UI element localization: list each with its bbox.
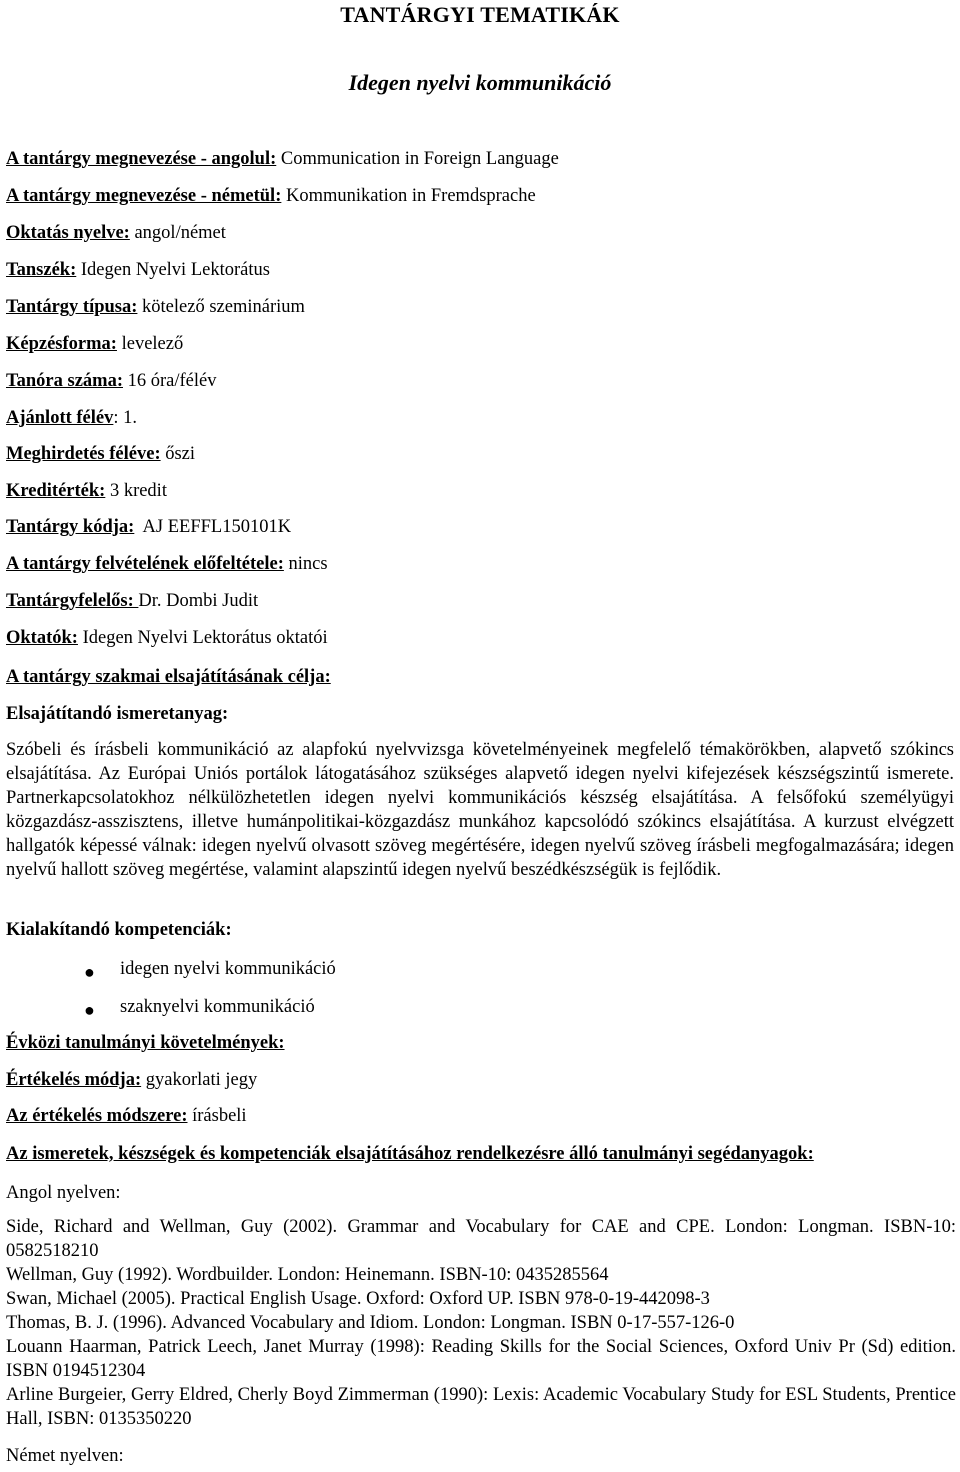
grading-method — [6, 1106, 247, 1127]
page-subtitle: Idegen nyelvi kommunikáció — [348, 70, 612, 95]
field-value: nincs — [283, 554, 328, 574]
reference-item: Thomas, B. J. (1996). Advanced Vocabulary and Idiom. London: Longman. ISBN 0-17-557-126-0 — [6, 1313, 735, 1333]
field-label: Kreditérték: — [6, 481, 106, 501]
field-label: A tantárgy szakmai elsajátításának célja: — [6, 667, 331, 687]
reference-item: Wellman, Guy (1992). Wordbuilder. London: Heinemann. ISBN-10: 0435285564 — [6, 1265, 609, 1285]
english-heading: Angol nyelven: — [6, 1183, 121, 1203]
field-value: írásbeli — [187, 1106, 247, 1126]
field-label: A tantárgy felvételének előfeltétele: — [6, 554, 284, 574]
field-announcement-semester — [6, 444, 195, 465]
field-value: 3 kredit — [105, 481, 167, 501]
field-label: Oktatás nyelve: — [6, 223, 130, 243]
field-label: Meghirdetés féléve: — [6, 444, 161, 464]
reference-item: Swan, Michael (2005). Practical English Usage. Oxford: Oxford UP. ISBN 978-0-19-442098-3 — [6, 1289, 710, 1309]
field-credits — [6, 481, 167, 502]
field-instructors — [6, 628, 328, 649]
reference-item: Arline Burgeier, Gerry Eldred, Cherly Boyd Zimmerman (1990): Lexis: Academic Vocabulary Study for ESL Students, Prentice Hall, ISBN: 0135350220 — [6, 1385, 956, 1429]
field-value: angol/német — [129, 223, 226, 243]
field-course-code — [6, 517, 291, 538]
reference-list — [6, 1215, 956, 1431]
field-label: Tantárgy típusa: — [6, 297, 138, 317]
field-value: kötelező szeminárium — [137, 297, 305, 317]
study-materials-heading — [6, 1144, 814, 1165]
field-value: Communication in Foreign Language — [276, 149, 559, 169]
field-department — [6, 260, 270, 281]
field-value: Idegen Nyelvi Lektorátus oktatói — [77, 628, 328, 648]
field-label: Tantárgy kódja: — [6, 517, 135, 537]
knowledge-paragraph: Szóbeli és írásbeli kommunikáció az alapfokú nyelvvizsga követelményeinek megfelelő témakörökben, alapvető szókincs elsajátítása. Az Európai Uniós portálok látogatásához szükséges alapvető idegen nyelvi kifejezések készségszintű ismerete. Partnerkapcsolatokhoz nélkülözhetetlen idegen nyelvi kommunikációs készség elsajátítása. A felsőfokú személyügyi közgazdász-asszisztens, illetve humánpolitikai-közgazdász munkához kapcsolódó szókincs elsajátítása. A kurzust elvégzett hallgatók képessé válnak: idegen nyelvű olvasott szöveg megértésére, idegen nyelvű szöveg írásbeli megfogalmazására; idegen nyelvű hallott szöveg megértése, valamint alapszintű idegen nyelvű beszédkészségük is fejlődik. — [6, 740, 954, 880]
field-value: őszi — [160, 444, 196, 464]
knowledge-heading: Elsajátítandó ismeretanyag: — [6, 704, 229, 724]
reference-item: Louann Haarman, Patrick Leech, Janet Murray (1998): Reading Skills for the Social Sciences, Oxford Univ Pr (Sd) edition. ISBN 0194512304 — [6, 1337, 956, 1381]
reference-item: Side, Richard and Wellman, Guy (2002). Grammar and Vocabulary for CAE and CPE. London: Longman. ISBN-10: 0582518210 — [6, 1217, 956, 1261]
field-value: gyakorlati jegy — [141, 1070, 258, 1090]
bullet-icon: ● — [84, 962, 95, 982]
field-value: 16 óra/félév — [123, 371, 217, 391]
competences-list — [0, 956, 336, 1032]
field-value: Idegen Nyelvi Lektorátus — [76, 260, 270, 280]
field-label: A tantárgy megnevezése - németül: — [6, 186, 282, 206]
page-title: TANTÁRGYI TEMATIKÁK — [340, 2, 620, 27]
list-item — [0, 956, 336, 994]
list-item — [0, 994, 336, 1032]
field-prerequisite — [6, 554, 328, 575]
field-training-form — [6, 334, 183, 355]
field-course-type — [6, 297, 305, 318]
field-course-goal — [6, 667, 331, 688]
field-recommended-semester — [6, 408, 137, 429]
midterm-requirements — [6, 1033, 285, 1054]
field-name-german — [6, 186, 536, 207]
list-item-text: szaknyelvi kommunikáció — [120, 997, 315, 1017]
field-name-english — [6, 149, 559, 170]
field-label: Tanszék: — [6, 260, 77, 280]
german-heading: Német nyelven: — [6, 1446, 124, 1466]
field-value: AJ EEFFL150101K — [134, 517, 292, 537]
field-label: Képzésforma: — [6, 334, 117, 354]
field-hours — [6, 371, 217, 392]
field-label: Értékelés módja: — [6, 1070, 142, 1090]
field-label: Oktatók: — [6, 628, 78, 648]
field-value: levelező — [116, 334, 184, 354]
list-item-text: idegen nyelvi kommunikáció — [120, 959, 336, 979]
field-label: Ajánlott félév — [6, 408, 114, 428]
field-label: Az ismeretek, készségek és kompetenciák elsajátításához rendelkezésre álló tanulmányi segédanyagok: — [6, 1144, 814, 1164]
bullet-icon: ● — [84, 1000, 95, 1020]
field-label: Évközi tanulmányi követelmények: — [6, 1033, 285, 1053]
field-language — [6, 223, 226, 244]
field-value: : 1. — [113, 408, 138, 428]
grading-type — [6, 1070, 257, 1091]
field-label: Tanóra száma: — [6, 371, 123, 391]
field-responsible — [6, 591, 258, 612]
field-value: Kommunikation in Fremdsprache — [281, 186, 536, 206]
field-label: A tantárgy megnevezése - angolul: — [6, 149, 277, 169]
field-value: Dr. Dombi Judit — [138, 591, 259, 611]
competences-heading: Kialakítandó kompetenciák: — [6, 920, 232, 940]
field-label: Az értékelés módszere: — [6, 1106, 188, 1126]
field-label: Tantárgyfelelős: — [6, 591, 139, 611]
